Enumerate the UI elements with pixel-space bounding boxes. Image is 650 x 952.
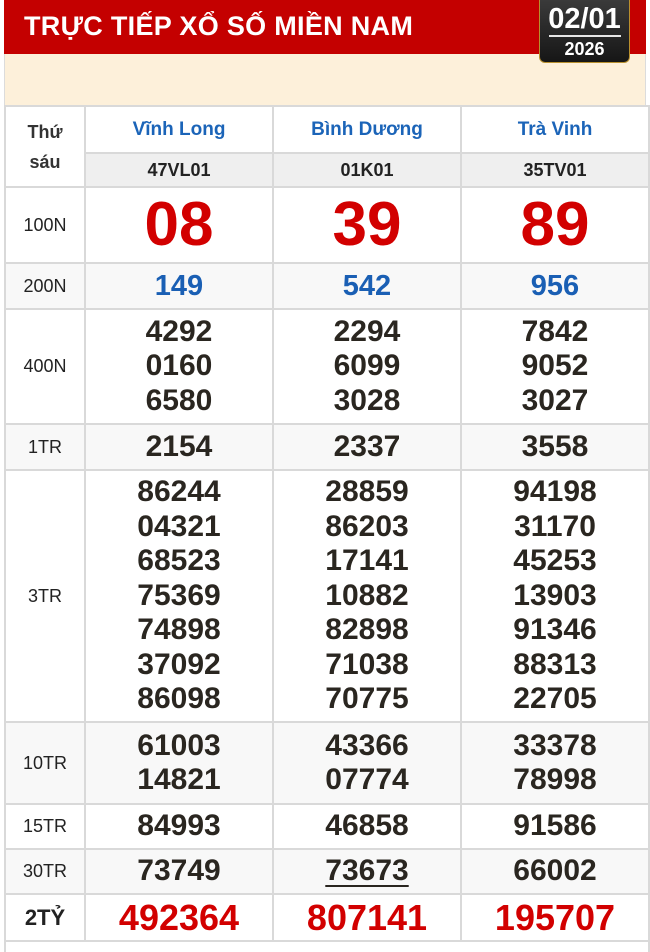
- special-prize-value: 492364: [85, 894, 273, 941]
- special-prize-value: 195707: [461, 894, 649, 941]
- table-footer-row: [5, 941, 649, 952]
- prize-label: 3TR: [5, 470, 85, 722]
- prize-value: 7842: [521, 314, 589, 348]
- prize-value: 46858: [273, 804, 461, 849]
- prize-value: 86244: [137, 475, 221, 509]
- prize-value: 33378: [513, 728, 597, 762]
- prize-value: 86098: [137, 682, 221, 716]
- prize-row-30tr: [5, 849, 649, 894]
- prize-value: 9052: [521, 349, 589, 383]
- prize-value: 22705: [513, 682, 597, 716]
- prize-value: 74898: [137, 613, 221, 647]
- prize-label: 400N: [5, 309, 85, 424]
- day-of-week-cell: [5, 106, 85, 187]
- prize-label: 2TỶ: [5, 894, 85, 941]
- prize-value: 4292: [145, 314, 213, 348]
- special-prize-value: 807141: [273, 894, 461, 941]
- prize-value: 43366: [325, 728, 409, 762]
- prize-row-100n: [5, 187, 649, 263]
- prize-value: 37092: [137, 647, 221, 681]
- prize-value: 89: [461, 187, 649, 263]
- date-divider: [549, 35, 621, 37]
- prize-label: 200N: [5, 263, 85, 309]
- province-name-vinh-long[interactable]: Vĩnh Long: [85, 106, 273, 153]
- prize-value: 3558: [461, 424, 649, 470]
- date-day-month: 02/01: [548, 3, 621, 35]
- province-code-binh-duong: 01K01: [273, 153, 461, 187]
- prize-values-cell: [85, 722, 273, 804]
- province-name-binh-duong[interactable]: Bình Dương: [273, 106, 461, 153]
- prize-value: 3028: [333, 383, 401, 417]
- prize-value: 68523: [137, 544, 221, 578]
- prize-value: 2154: [85, 424, 273, 470]
- prize-value: 39: [273, 187, 461, 263]
- prize-value: 70775: [325, 682, 409, 716]
- prize-value: 149: [85, 263, 273, 309]
- prize-value: 04321: [137, 509, 221, 543]
- prize-value: 2337: [273, 424, 461, 470]
- prize-label: 15TR: [5, 804, 85, 849]
- prize-value: 82898: [325, 613, 409, 647]
- prize-value: 28859: [325, 475, 409, 509]
- prize-value: 78998: [513, 763, 597, 796]
- prize-values-cell: [273, 309, 461, 424]
- prize-value: 91586: [461, 804, 649, 849]
- prize-value: 88313: [513, 647, 597, 681]
- prize-row-10tr: [5, 722, 649, 804]
- prize-row-15tr: [5, 804, 649, 849]
- prize-value: 14821: [137, 763, 221, 796]
- prize-value: 86203: [325, 509, 409, 543]
- prize-row-1tr: [5, 424, 649, 470]
- prize-value-link[interactable]: 73673: [325, 854, 409, 888]
- prize-value: 66002: [461, 849, 649, 894]
- prize-value: 13903: [513, 578, 597, 612]
- prize-value: 31170: [514, 509, 596, 543]
- prize-values-cell: [461, 309, 649, 424]
- prize-value: 71038: [325, 647, 409, 681]
- prize-values-cell: [461, 470, 649, 722]
- prize-label: 30TR: [5, 849, 85, 894]
- prize-value: 3027: [521, 383, 589, 417]
- prize-row-400n: [5, 309, 649, 424]
- prize-values-cell: [273, 722, 461, 804]
- prize-value: 10882: [325, 578, 409, 612]
- prize-value: 84993: [85, 804, 273, 849]
- prize-values-cell: [273, 470, 461, 722]
- prize-row-200n: [5, 263, 649, 309]
- day-label-line2: sáu: [29, 151, 61, 172]
- prize-value: 6099: [333, 349, 401, 383]
- prize-value-cell: [273, 849, 461, 894]
- province-name-row: [5, 106, 649, 153]
- prize-value: 17141: [325, 544, 409, 578]
- page-title: TRỰC TIẾP XỔ SỐ MIỀN NAM: [24, 11, 414, 41]
- prize-value: 75369: [137, 578, 221, 612]
- prize-value: 0160: [145, 349, 213, 383]
- results-table: [4, 105, 650, 952]
- prize-value: 91346: [513, 613, 597, 647]
- prize-row-special: [5, 894, 649, 941]
- prize-value: 73749: [85, 849, 273, 894]
- date-year: 2026: [564, 39, 605, 59]
- prize-value: 07774: [325, 763, 409, 796]
- prize-label: 1TR: [5, 424, 85, 470]
- province-code-row: [5, 153, 649, 187]
- prize-values-cell: [85, 309, 273, 424]
- province-code-tra-vinh: 35TV01: [461, 153, 649, 187]
- prize-values-cell: [461, 722, 649, 804]
- prize-value: 2294: [333, 314, 401, 348]
- table-footer: [5, 941, 649, 952]
- prize-value: 61003: [137, 728, 221, 762]
- prize-value: 6580: [145, 383, 213, 417]
- prize-value: 08: [85, 187, 273, 263]
- province-name-tra-vinh[interactable]: Trà Vinh: [461, 106, 649, 153]
- prize-label: 100N: [5, 187, 85, 263]
- prize-values-cell: [85, 470, 273, 722]
- prize-value: 94198: [513, 475, 597, 509]
- date-badge: [539, 0, 630, 63]
- prize-value: 542: [273, 263, 461, 309]
- day-label-line1: Thứ: [27, 121, 63, 142]
- prize-value: 956: [461, 263, 649, 309]
- prize-label: 10TR: [5, 722, 85, 804]
- prize-row-3tr: [5, 470, 649, 722]
- prize-value: 45253: [513, 544, 597, 578]
- province-code-vinh-long: 47VL01: [85, 153, 273, 187]
